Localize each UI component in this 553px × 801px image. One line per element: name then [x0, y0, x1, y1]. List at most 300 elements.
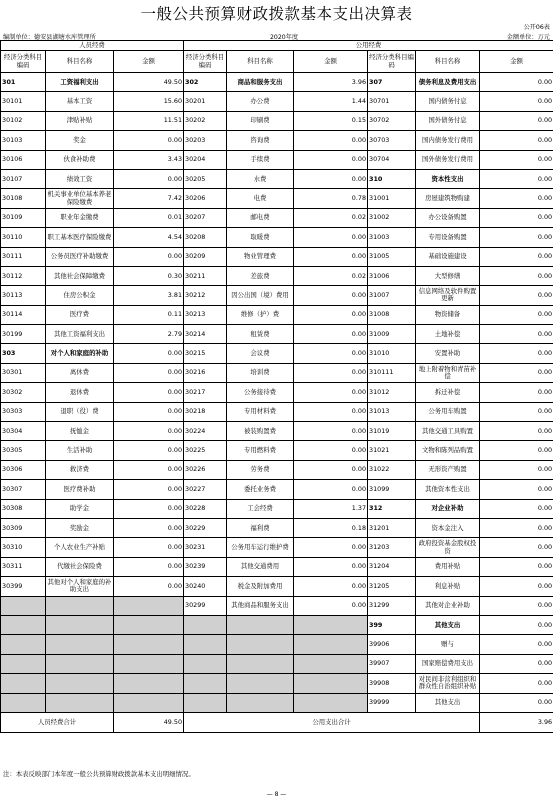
table-row	[1, 189, 553, 208]
cell-amount: 3.43	[114, 150, 184, 169]
table-row	[1, 150, 553, 169]
table-row	[1, 208, 553, 227]
table-row	[1, 499, 553, 518]
cell-code: 39908	[368, 674, 416, 693]
cell-code: 307	[368, 73, 416, 92]
cell-amount	[294, 654, 368, 673]
cell-code: 30310	[1, 538, 46, 557]
cell-code: 30111	[1, 247, 46, 266]
cell-amount: 0.00	[480, 577, 553, 596]
cell-code: 31299	[368, 596, 416, 615]
table-row	[1, 674, 553, 693]
cell-code: 30231	[184, 538, 227, 557]
cell-name: 代缴社会保险费	[46, 557, 114, 576]
table-row	[1, 654, 553, 673]
cell-name: 费用补贴	[416, 557, 480, 576]
table-row	[1, 169, 553, 188]
cell-name: 赠与	[416, 635, 480, 654]
cell-amount: 0.00	[480, 518, 553, 537]
cell-code: 30303	[1, 402, 46, 421]
cell-name: 基础设施建设	[416, 247, 480, 266]
cell-amount: 0.00	[114, 557, 184, 576]
cell-amount: 1.37	[294, 499, 368, 518]
cell-name: 安置补助	[416, 344, 480, 363]
col-code: 经济分类科目编码	[1, 51, 46, 73]
cell-code: 39999	[368, 693, 416, 712]
cell-name	[46, 674, 114, 693]
cell-amount	[294, 635, 368, 654]
cell-amount: 0.00	[480, 325, 553, 344]
cell-name: 会议费	[227, 344, 294, 363]
cell-amount: 0.00	[480, 73, 553, 92]
cell-name: 信息网络及软件购置更新	[416, 286, 480, 305]
cell-amount	[114, 654, 184, 673]
cell-code: 30213	[184, 305, 227, 324]
cell-code: 31006	[368, 266, 416, 285]
table-row	[1, 635, 553, 654]
cell-amount	[294, 615, 368, 634]
cell-code	[1, 674, 46, 693]
form-number: 公开06表	[523, 24, 550, 31]
cell-name: 咨询费	[227, 131, 294, 150]
cell-name: 离休费	[46, 363, 114, 382]
cell-code: 30206	[184, 189, 227, 208]
cell-code: 30227	[184, 480, 227, 499]
cell-amount: 0.00	[114, 383, 184, 402]
cell-amount: 0.00	[480, 422, 553, 441]
cell-amount: 0.00	[294, 557, 368, 576]
cell-name: 培训费	[227, 363, 294, 382]
cell-amount: 0.00	[480, 441, 553, 460]
cell-name: 基本工资	[46, 92, 114, 111]
personnel-total-value: 49.50	[114, 712, 184, 732]
cell-code: 39906	[368, 635, 416, 654]
cell-amount: 0.00	[294, 577, 368, 596]
table-row	[1, 422, 553, 441]
cell-name: 因公出国（境）费用	[227, 286, 294, 305]
cell-name: 对个人和家庭的补助	[46, 344, 114, 363]
cell-name: 津贴补贴	[46, 111, 114, 130]
personnel-total-label: 人员经费合计	[1, 712, 114, 732]
cell-amount: 0.11	[114, 305, 184, 324]
cell-name	[46, 654, 114, 673]
cell-code: 30201	[184, 92, 227, 111]
cell-name: 物资储备	[416, 305, 480, 324]
cell-code: 30226	[184, 460, 227, 479]
cell-name: 维修（护）费	[227, 305, 294, 324]
cell-name: 大型修缮	[416, 266, 480, 285]
col-code: 经济分类科目编码	[368, 51, 416, 73]
cell-name: 土地补偿	[416, 325, 480, 344]
cell-amount: 2.79	[114, 325, 184, 344]
cell-name: 其他支出	[416, 693, 480, 712]
public-total-label: 公用支出合计	[184, 712, 480, 732]
cell-code	[1, 654, 46, 673]
cell-name: 税金及附加费用	[227, 577, 294, 596]
cell-code: 30311	[1, 557, 46, 576]
table-row	[1, 363, 553, 382]
cell-code: 312	[368, 499, 416, 518]
cell-amount: 49.50	[114, 73, 184, 92]
cell-code: 30101	[1, 92, 46, 111]
cell-code: 303	[1, 344, 46, 363]
cell-amount: 0.00	[480, 693, 553, 712]
cell-code: 30703	[368, 131, 416, 150]
cell-code: 30306	[1, 460, 46, 479]
cell-amount: 0.00	[294, 363, 368, 382]
cell-amount: 0.00	[114, 131, 184, 150]
cell-code: 30229	[184, 518, 227, 537]
cell-amount: 0.00	[480, 150, 553, 169]
cell-code: 30702	[368, 111, 416, 130]
cell-amount: 0.78	[294, 189, 368, 208]
cell-amount: 0.00	[480, 674, 553, 693]
cell-name: 国外债务发行费用	[416, 150, 480, 169]
cell-amount: 0.00	[294, 441, 368, 460]
table-row	[1, 480, 553, 499]
cell-name: 医疗费	[46, 305, 114, 324]
cell-code	[184, 635, 227, 654]
cell-code: 31021	[368, 441, 416, 460]
cell-name: 对民间非营利组织和群众性自治组织补贴	[416, 674, 480, 693]
cell-amount: 0.00	[294, 480, 368, 499]
cell-amount: 0.00	[294, 228, 368, 247]
cell-amount: 0.00	[480, 480, 553, 499]
cell-name: 印刷费	[227, 111, 294, 130]
cell-name: 手续费	[227, 150, 294, 169]
cell-name: 救济费	[46, 460, 114, 479]
cell-amount: 0.00	[114, 480, 184, 499]
cell-name: 其他交通费用	[227, 557, 294, 576]
cell-name: 房屋建筑物购建	[416, 189, 480, 208]
cell-amount: 0.00	[114, 499, 184, 518]
cell-name	[227, 635, 294, 654]
cell-name: 公务员医疗补助缴费	[46, 247, 114, 266]
cell-name: 专用设备购置	[416, 228, 480, 247]
cell-name: 其他社会保障缴费	[46, 266, 114, 285]
cell-amount: 0.00	[480, 499, 553, 518]
cell-name: 专用燃料费	[227, 441, 294, 460]
personnel-header: 人员经费	[1, 41, 184, 51]
cell-amount: 0.00	[114, 422, 184, 441]
cell-name: 生活补助	[46, 441, 114, 460]
cell-code: 31009	[368, 325, 416, 344]
cell-amount	[114, 615, 184, 634]
cell-code: 30208	[184, 228, 227, 247]
compiling-unit: 编制单位：德安县湖塘水库管理所	[3, 34, 96, 41]
cell-code: 30307	[1, 480, 46, 499]
cell-name: 抚恤金	[46, 422, 114, 441]
cell-amount: 0.00	[114, 402, 184, 421]
table-row	[1, 286, 553, 305]
cell-code: 310111	[368, 363, 416, 382]
cell-code: 31203	[368, 538, 416, 557]
cell-code: 30239	[184, 557, 227, 576]
cell-amount: 0.00	[480, 305, 553, 324]
table-row	[1, 615, 553, 634]
table-row	[1, 577, 553, 596]
cell-amount: 0.00	[480, 344, 553, 363]
cell-amount: 0.00	[294, 325, 368, 344]
cell-name: 商品和服务支出	[227, 73, 294, 92]
cell-code: 30204	[184, 150, 227, 169]
cell-name: 差旅费	[227, 266, 294, 285]
currency-unit: 金额单位：万元	[506, 34, 550, 41]
cell-code: 302	[184, 73, 227, 92]
cell-name: 住房公积金	[46, 286, 114, 305]
cell-name: 职业年金缴费	[46, 208, 114, 227]
cell-code: 30207	[184, 208, 227, 227]
cell-code: 30209	[184, 247, 227, 266]
cell-name: 个人农业生产补贴	[46, 538, 114, 557]
cell-name	[227, 674, 294, 693]
cell-code: 31003	[368, 228, 416, 247]
cell-code: 31204	[368, 557, 416, 576]
table-row	[1, 460, 553, 479]
cell-amount: 0.00	[480, 266, 553, 285]
cell-code: 31022	[368, 460, 416, 479]
cell-amount: 3.81	[114, 286, 184, 305]
col-amount: 金额	[480, 51, 553, 73]
cell-code: 30299	[184, 596, 227, 615]
cell-amount: 0.00	[480, 596, 553, 615]
table-row	[1, 131, 553, 150]
col-amount: 金额	[294, 51, 368, 73]
cell-amount	[294, 693, 368, 712]
cell-amount: 3.96	[294, 73, 368, 92]
cell-name	[227, 654, 294, 673]
cell-code: 30225	[184, 441, 227, 460]
cell-name: 公务接待费	[227, 383, 294, 402]
cell-name: 其他支出	[416, 615, 480, 634]
cell-amount	[294, 674, 368, 693]
cell-name: 其他对个人和家庭的补助支出	[46, 577, 114, 596]
cell-name: 绩效工资	[46, 169, 114, 188]
table-row	[1, 247, 553, 266]
cell-code: 31201	[368, 518, 416, 537]
cell-amount: 0.00	[294, 305, 368, 324]
cell-name: 水费	[227, 169, 294, 188]
header-row-group	[1, 41, 553, 51]
cell-amount: 0.00	[114, 169, 184, 188]
cell-name	[227, 693, 294, 712]
cell-name	[46, 596, 114, 615]
cell-amount: 0.00	[294, 169, 368, 188]
cell-code: 30205	[184, 169, 227, 188]
cell-name: 职工基本医疗保险缴费	[46, 228, 114, 247]
cell-amount: 0.00	[114, 344, 184, 363]
cell-amount: 0.00	[480, 111, 553, 130]
cell-amount: 0.18	[294, 518, 368, 537]
table-row	[1, 111, 553, 130]
public-header: 公用经费	[184, 41, 553, 51]
cell-code	[1, 693, 46, 712]
cell-code: 30113	[1, 286, 46, 305]
col-name: 科目名称	[227, 51, 294, 73]
cell-code: 31099	[368, 480, 416, 499]
cell-amount: 0.00	[480, 189, 553, 208]
cell-amount: 0.00	[480, 286, 553, 305]
cell-code: 30704	[368, 150, 416, 169]
cell-name: 邮电费	[227, 208, 294, 227]
cell-amount: 0.00	[294, 596, 368, 615]
header-row-columns	[1, 51, 553, 73]
cell-code: 301	[1, 73, 46, 92]
cell-name: 资本性支出	[416, 169, 480, 188]
table-row	[1, 441, 553, 460]
cell-amount: 0.00	[114, 518, 184, 537]
cell-code: 30218	[184, 402, 227, 421]
table-row	[1, 538, 553, 557]
cell-name: 地上附着物和青苗补偿	[416, 363, 480, 382]
totals-row	[1, 712, 553, 732]
cell-code: 30301	[1, 363, 46, 382]
cell-name: 助学金	[46, 499, 114, 518]
cell-code: 31013	[368, 402, 416, 421]
cell-name: 国内债务付息	[416, 92, 480, 111]
cell-code	[184, 654, 227, 673]
cell-code: 30228	[184, 499, 227, 518]
cell-name: 委托业务费	[227, 480, 294, 499]
cell-amount: 0.02	[294, 266, 368, 285]
cell-code: 30107	[1, 169, 46, 188]
page-number: — 8 —	[266, 791, 287, 798]
cell-amount: 0.00	[480, 635, 553, 654]
cell-code	[1, 635, 46, 654]
cell-name: 工会经费	[227, 499, 294, 518]
cell-amount: 0.00	[114, 538, 184, 557]
cell-name: 无形资产购置	[416, 460, 480, 479]
cell-name	[46, 635, 114, 654]
cell-code: 30240	[184, 577, 227, 596]
cell-amount: 0.00	[480, 402, 553, 421]
cell-name: 其他对企业补助	[416, 596, 480, 615]
cell-name: 退职（役）费	[46, 402, 114, 421]
cell-code: 30199	[1, 325, 46, 344]
col-name: 科目名称	[416, 51, 480, 73]
cell-name: 其他工资福利支出	[46, 325, 114, 344]
fiscal-year: 2020年度	[270, 34, 299, 41]
cell-amount: 0.00	[294, 131, 368, 150]
table-row	[1, 73, 553, 92]
cell-amount: 0.00	[480, 460, 553, 479]
cell-name	[227, 615, 294, 634]
cell-code	[184, 615, 227, 634]
cell-code: 31010	[368, 344, 416, 363]
table-row	[1, 325, 553, 344]
cell-amount: 0.00	[480, 208, 553, 227]
cell-amount: 0.00	[294, 247, 368, 266]
cell-name	[46, 615, 114, 634]
cell-code: 30216	[184, 363, 227, 382]
cell-code: 30108	[1, 189, 46, 208]
table-row	[1, 402, 553, 421]
cell-name: 取暖费	[227, 228, 294, 247]
cell-amount: 0.01	[114, 208, 184, 227]
cell-code: 30308	[1, 499, 46, 518]
cell-amount: 0.02	[294, 208, 368, 227]
cell-amount: 0.00	[294, 538, 368, 557]
cell-amount: 11.51	[114, 111, 184, 130]
cell-name: 伙食补助费	[46, 150, 114, 169]
col-code: 经济分类科目编码	[184, 51, 227, 73]
cell-amount: 7.42	[114, 189, 184, 208]
cell-code: 31001	[368, 189, 416, 208]
cell-name: 物业管理费	[227, 247, 294, 266]
table-row	[1, 596, 553, 615]
cell-code: 30114	[1, 305, 46, 324]
cell-code: 31012	[368, 383, 416, 402]
cell-amount	[114, 693, 184, 712]
cell-code	[1, 596, 46, 615]
cell-name: 机关事业单位基本养老保险缴费	[46, 189, 114, 208]
cell-name: 退休费	[46, 383, 114, 402]
page-title: 一般公共预算财政拨款基本支出决算表	[140, 5, 413, 23]
cell-code	[184, 674, 227, 693]
table-row	[1, 344, 553, 363]
cell-name: 其他商品和服务支出	[227, 596, 294, 615]
cell-name: 其他交通工具购置	[416, 422, 480, 441]
cell-amount: 0.00	[114, 577, 184, 596]
expenditure-table	[0, 40, 553, 733]
cell-code: 31205	[368, 577, 416, 596]
cell-amount: 0.00	[480, 169, 553, 188]
col-amount: 金额	[114, 51, 184, 73]
cell-code: 30202	[184, 111, 227, 130]
cell-amount: 0.15	[294, 111, 368, 130]
public-total-value: 3.96	[480, 712, 553, 732]
cell-amount: 0.00	[114, 460, 184, 479]
cell-code	[1, 615, 46, 634]
cell-code: 39907	[368, 654, 416, 673]
cell-name: 文物和陈列品购置	[416, 441, 480, 460]
cell-amount	[114, 596, 184, 615]
cell-amount: 0.00	[480, 383, 553, 402]
cell-name: 福利费	[227, 518, 294, 537]
cell-amount: 0.00	[480, 538, 553, 557]
table-row	[1, 557, 553, 576]
cell-amount: 0.00	[294, 150, 368, 169]
cell-amount: 0.00	[480, 247, 553, 266]
cell-amount: 0.00	[294, 286, 368, 305]
cell-amount: 0.00	[294, 402, 368, 421]
cell-name: 劳务费	[227, 460, 294, 479]
cell-amount: 0.00	[480, 557, 553, 576]
cell-amount: 0.00	[114, 363, 184, 382]
cell-amount: 15.60	[114, 92, 184, 111]
cell-code: 30212	[184, 286, 227, 305]
cell-name: 政府投资基金股权投资	[416, 538, 480, 557]
cell-name: 专用材料费	[227, 402, 294, 421]
footnote: 注：本表反映部门本年度一般公共预算财政拨款基本支出明细情况。	[3, 770, 195, 778]
cell-code	[184, 693, 227, 712]
cell-code: 30211	[184, 266, 227, 285]
cell-code: 30106	[1, 150, 46, 169]
cell-name: 电费	[227, 189, 294, 208]
cell-name: 奖金	[46, 131, 114, 150]
cell-code: 30309	[1, 518, 46, 537]
table-row	[1, 383, 553, 402]
table-row	[1, 266, 553, 285]
table-row	[1, 228, 553, 247]
cell-code: 399	[368, 615, 416, 634]
cell-code: 30112	[1, 266, 46, 285]
cell-code: 31019	[368, 422, 416, 441]
cell-code: 30305	[1, 441, 46, 460]
cell-code: 31005	[368, 247, 416, 266]
cell-name: 公务用车运行维护费	[227, 538, 294, 557]
cell-code: 30302	[1, 383, 46, 402]
